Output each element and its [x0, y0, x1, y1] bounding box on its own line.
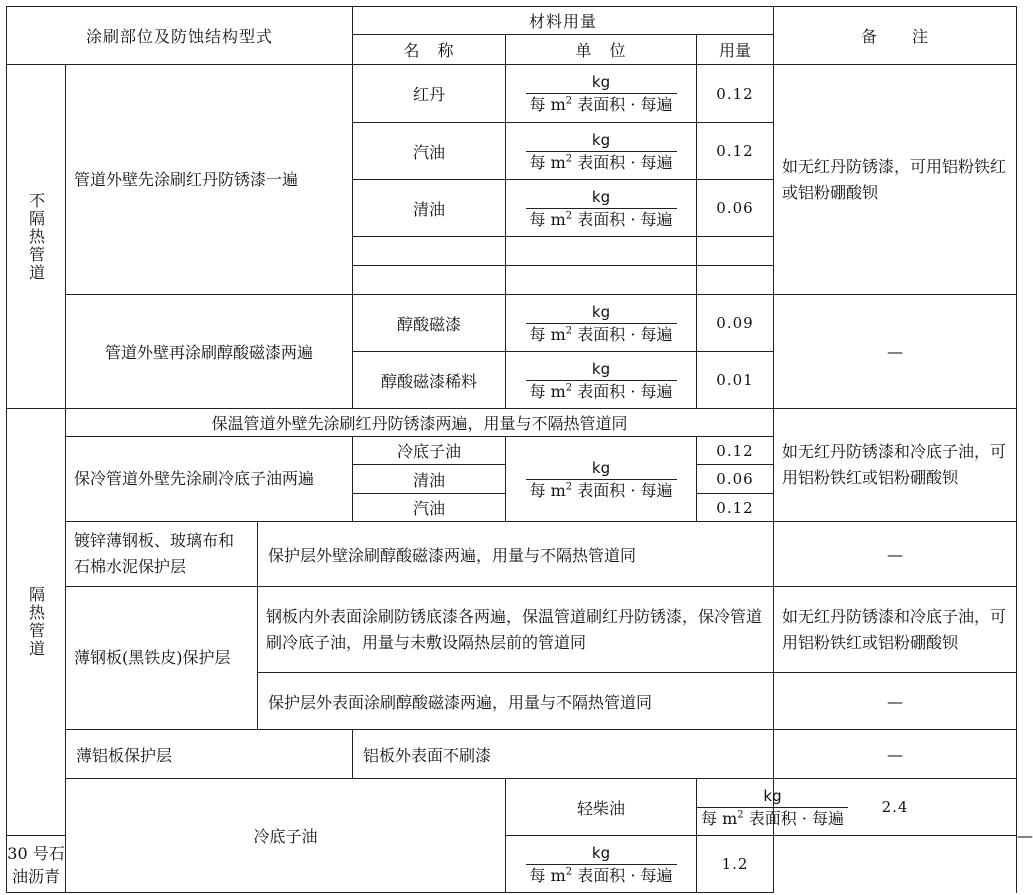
header-coating-part: 涂刷部位及防蚀结构型式 — [7, 7, 353, 65]
remark-cell: 如无红丹防锈漆，可用铝粉铁红或铝粉硼酸钡 — [774, 65, 1017, 295]
amount-cell: 0.09 — [697, 295, 774, 352]
amount-cell: 2.4 — [774, 779, 1017, 836]
amount-cell: 0.06 — [697, 180, 774, 237]
material-name: 汽油 — [353, 123, 506, 180]
insulated-thin-steel-text1: 钢板内外表面涂刷防锈底漆各两遍，保温管道刷红丹防锈漆，保冷管道刷冷底子油，用量与未敷设隔热层前的管道同 — [258, 587, 774, 673]
remark-cell: — — [774, 295, 1017, 409]
remark-cell: — — [774, 673, 1017, 730]
uninsulated-part1-desc: 管道外壁先涂刷红丹防锈漆一遍 — [66, 65, 353, 295]
material-name: 清油 — [353, 180, 506, 237]
insulated-galv-desc: 镀锌薄钢板、玻璃布和石棉水泥保护层 — [66, 522, 258, 587]
material-name: 醇酸磁漆稀料 — [353, 352, 506, 409]
header-material-usage: 材料用量 — [353, 7, 774, 35]
section-label-insulated: 隔热管道 — [7, 409, 66, 836]
material-name: 清油 — [353, 465, 506, 494]
empty-cell — [697, 237, 774, 266]
header-unit: 单 位 — [506, 35, 697, 65]
empty-cell — [353, 266, 506, 295]
material-name: 醇酸磁漆 — [353, 295, 506, 352]
header-amount: 用量 — [697, 35, 774, 65]
uninsulated-part2-desc: 管道外壁再涂刷醇酸磁漆两遍 — [66, 295, 353, 409]
empty-cell — [697, 266, 774, 295]
insulated-warm-row: 保温管道外壁先涂刷红丹防锈漆两遍，用量与不隔热管道同 — [66, 409, 774, 437]
insulated-alu-text: 铝板外表面不刷漆 — [353, 730, 774, 779]
material-name: 30 号石油沥青 — [7, 836, 66, 893]
amount-cell: 0.01 — [697, 352, 774, 409]
empty-cell — [506, 266, 697, 295]
amount-cell: 0.12 — [697, 123, 774, 180]
insulated-thin-steel-desc: 薄钢板(黑铁皮)保护层 — [66, 587, 258, 730]
material-name: 冷底子油 — [353, 437, 506, 465]
empty-cell — [506, 237, 697, 266]
material-name: 轻柴油 — [506, 779, 697, 836]
insulated-alu-desc: 薄铝板保护层 — [66, 730, 353, 779]
section-label-uninsulated: 不隔热管道 — [7, 65, 66, 409]
unit-cell: kg 每 $m^2$ 表面积 · 每遍 — [697, 779, 774, 836]
coating-material-table: 涂刷部位及防蚀结构型式 材料用量 备 注 名 称 单 位 用量 不隔热管道 管道外壁先涂刷红丹防锈漆一遍 红丹 kg 每 $m^2$ 表面积 · 每遍 0.12 如无红丹防锈漆，可用铝粉铁红或铝粉硼酸钡 汽油 kg 每 $m^2$ 表面积 · 每遍 0.12 清油 kg 每 $m^2$ 表面积 · 每遍 0.06 管道外壁再涂刷醇酸磁漆两遍 醇酸磁漆 kg 每 $m^2$ 表面积 · 每遍 0.09 — 醇酸磁漆稀料 kg 每 $m^2$ 表面积 · 每遍 0.01 隔热管道 保温管道外壁先涂刷红丹防锈漆两遍，用量与不隔热管道同 如无红丹防锈漆和冷底子油，可用铝粉铁红或铝粉硼酸钡 保冷管道外壁先涂刷冷底子油两遍 冷底子油 kg 每 $m^2$ 表面积 · 每遍 0.12 清油 0.06 汽油 0.12 镀锌薄钢板、玻璃布和石棉水泥保护层 保护层外壁涂刷醇酸磁漆两遍，用量与不隔热管道同 — 薄钢板(黑铁皮)保护层 钢板内外表面涂刷防锈底漆各两遍，保温管道刷红丹防锈漆，保冷管道刷冷底子油，用量与未敷设隔热层前的管道同 如无红丹防锈漆和冷底子油，可用铝粉铁红或铝粉硼酸钡 保护层外表面涂刷醇酸磁漆两遍，用量与不隔热管道同 — 薄铝板保护层 铝板外表面不刷漆 — 冷底子油 轻柴油 kg 每 $m^2$ 表面积 · 每遍 2.4 — 30 号石油沥青 kg 每 $m^2$ 表面积 · 每遍 1.2 — [6, 6, 1017, 893]
cold-oil-label: 冷底子油 — [66, 779, 506, 893]
unit-cell: kg 每 $m^2$ 表面积 · 每遍 — [506, 836, 697, 893]
unit-cell: kg 每 $m^2$ 表面积 · 每遍 — [506, 180, 697, 237]
insulated-galv-text: 保护层外壁涂刷醇酸磁漆两遍，用量与不隔热管道同 — [258, 522, 774, 587]
remark-cell: 如无红丹防锈漆和冷底子油，可用铝粉铁红或铝粉硼酸钡 — [774, 409, 1017, 522]
amount-cell: 0.12 — [697, 65, 774, 123]
material-name: 红丹 — [353, 65, 506, 123]
material-name: 汽油 — [353, 494, 506, 522]
remark-cell: 如无红丹防锈漆和冷底子油，可用铝粉铁红或铝粉硼酸钡 — [774, 587, 1017, 673]
insulated-thin-steel-text2: 保护层外表面涂刷醇酸磁漆两遍，用量与不隔热管道同 — [258, 673, 774, 730]
remark-cell: — — [774, 522, 1017, 587]
unit-cell: kg 每 $m^2$ 表面积 · 每遍 — [506, 65, 697, 123]
insulated-cold-desc: 保冷管道外壁先涂刷冷底子油两遍 — [66, 437, 353, 522]
remark-cell: — — [774, 730, 1017, 779]
empty-cell — [353, 237, 506, 266]
unit-cell: kg 每 $m^2$ 表面积 · 每遍 — [506, 295, 697, 352]
header-name: 名 称 — [353, 35, 506, 65]
amount-cell: 0.06 — [697, 465, 774, 494]
unit-cell: kg 每 $m^2$ 表面积 · 每遍 — [506, 437, 697, 522]
amount-cell: 0.12 — [697, 437, 774, 465]
unit-cell: kg 每 $m^2$ 表面积 · 每遍 — [506, 352, 697, 409]
unit-cell: kg 每 $m^2$ 表面积 · 每遍 — [506, 123, 697, 180]
header-remark: 备 注 — [774, 7, 1017, 65]
amount-cell: 1.2 — [697, 836, 774, 893]
amount-cell: 0.12 — [697, 494, 774, 522]
